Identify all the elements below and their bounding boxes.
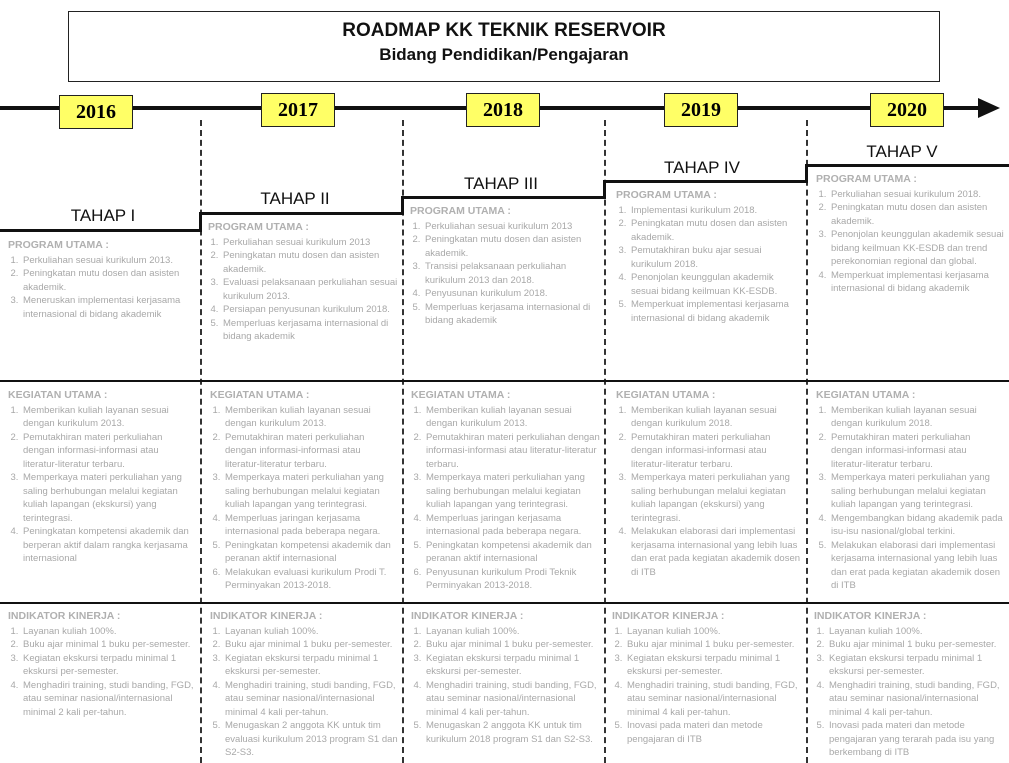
stair-step bbox=[805, 164, 1009, 167]
list-item: 3. Kegiatan ekskursi terpadu minimal 1 ekskursi per-semester. bbox=[625, 652, 802, 679]
list-item: 1. Implementasi kurikulum 2018. bbox=[629, 204, 802, 218]
list-item: 1. Perkuliahan sesuai kurikulum 2018. bbox=[829, 188, 1004, 202]
kegiatan-block-4 bbox=[616, 389, 802, 599]
kegiatan-list bbox=[8, 404, 196, 566]
indikator-title: INDIKATOR KINERJA : bbox=[210, 610, 323, 622]
kegiatan-block-3 bbox=[411, 389, 600, 599]
kegiatan-title: KEGIATAN UTAMA : bbox=[210, 389, 310, 401]
list-item: 4. Menghadiri training, studi banding, FGD, atau seminar nasional/internasional minimal 2 kali per-tahun. bbox=[21, 679, 196, 720]
list-item: 4. Menghadiri training, studi banding, FGD, atau seminar nasional/internasional minimal 4 kali per-tahun. bbox=[827, 679, 1004, 720]
list-item: 3. Kegiatan ekskursi terpadu minimal 1 ekskursi per-semester. bbox=[223, 652, 398, 679]
year-2018: 2018 bbox=[466, 93, 540, 127]
list-item: 5. Inovasi pada materi dan metode pengajaran yang terarah pada isu yang berkembang di ITB bbox=[827, 719, 1004, 760]
kegiatan-list bbox=[411, 404, 600, 593]
indikator-title: INDIKATOR KINERJA : bbox=[8, 610, 121, 622]
list-item: 2. Pemutakhiran materi perkuliahan dengan informasi-informasi atau literatur-literatur terbaru. bbox=[223, 431, 398, 472]
list-item: 3. Penonjolan keunggulan akademik sesuai bidang keilmuan KK-ESDB dan trend perekonomian regional dan global. bbox=[829, 228, 1004, 269]
list-item: 3. Transisi pelaksanaan perkuliahan kurikulum 2013 dan 2018. bbox=[423, 260, 600, 287]
list-item: 5. Menugaskan 2 anggota KK untuk tim evaluasi kurikulum 2013 program S1 dan S2-S3. bbox=[223, 719, 398, 760]
list-item: 1. Memberikan kuliah layanan sesuai dengan kurikulum 2013. bbox=[21, 404, 196, 431]
program-title: PROGRAM UTAMA : bbox=[8, 239, 109, 251]
kegiatan-title: KEGIATAN UTAMA : bbox=[616, 389, 716, 401]
kegiatan-block-2 bbox=[210, 389, 398, 599]
list-item: 4. Penonjolan keunggulan akademik sesuai bidang keilmuan KK-ESDB. bbox=[629, 271, 802, 298]
indikator-list bbox=[210, 625, 398, 760]
list-item: 2. Peningkatan mutu dosen dan asisten akademik. bbox=[21, 267, 196, 294]
list-item: 1. Layanan kuliah 100%. bbox=[625, 625, 802, 639]
section-divider bbox=[0, 380, 1009, 382]
list-item: 1. Layanan kuliah 100%. bbox=[827, 625, 1004, 639]
kegiatan-title: KEGIATAN UTAMA : bbox=[816, 389, 916, 401]
tahap-2-label: TAHAP II bbox=[260, 189, 330, 208]
program-title: PROGRAM UTAMA : bbox=[616, 189, 717, 201]
indikator-list bbox=[411, 625, 600, 747]
column-divider bbox=[806, 120, 808, 763]
list-item: 5. Melakukan elaborasi dari implementasi kerjasama internasional yang lebih luas dan erat pada kegiatan akademik dosen di ITB bbox=[829, 539, 1004, 593]
list-item: 3. Kegiatan ekskursi terpadu minimal 1 ekskursi per-semester. bbox=[827, 652, 1004, 679]
list-item: 2. Buku ajar minimal 1 buku per-semester. bbox=[827, 638, 1004, 652]
list-item: 6. Penyusunan kurikulum Prodi Teknik Perminyakan 2013-2018. bbox=[424, 566, 600, 593]
title-box bbox=[68, 11, 940, 82]
tahap-3-label: TAHAP III bbox=[463, 174, 538, 193]
program-block-5 bbox=[816, 173, 1004, 377]
indikator-list bbox=[814, 625, 1004, 760]
list-item: 6. Melakukan evaluasi kurikulum Prodi T. Perminyakan 2013-2018. bbox=[223, 566, 398, 593]
program-list bbox=[8, 254, 196, 322]
kegiatan-list bbox=[616, 404, 802, 580]
program-block-1 bbox=[8, 239, 196, 377]
year-2019: 2019 bbox=[664, 93, 738, 127]
list-item: 2. Buku ajar minimal 1 buku per-semester. bbox=[223, 638, 398, 652]
kegiatan-list bbox=[816, 404, 1004, 593]
list-item: 3. Memperkaya materi perkuliahan yang saling berhubungan melalui kegiatan kuliah lapangan yang terintegrasi. bbox=[424, 471, 600, 512]
program-title: PROGRAM UTAMA : bbox=[208, 221, 309, 233]
kegiatan-block-5 bbox=[816, 389, 1004, 599]
indikator-list bbox=[8, 625, 196, 720]
kegiatan-list bbox=[210, 404, 398, 593]
list-item: 3. Meneruskan implementasi kerjasama internasional di bidang akademik bbox=[21, 294, 196, 321]
list-item: 1. Perkuliahan sesuai kurikulum 2013 bbox=[423, 220, 600, 234]
indikator-title: INDIKATOR KINERJA : bbox=[411, 610, 524, 622]
list-item: 3. Kegiatan ekskursi terpadu minimal 1 ekskursi per-semester. bbox=[424, 652, 600, 679]
kegiatan-block-1 bbox=[8, 389, 196, 599]
program-list bbox=[410, 220, 600, 328]
indikator-list bbox=[612, 625, 802, 747]
year-2016: 2016 bbox=[59, 95, 133, 129]
list-item: 1. Layanan kuliah 100%. bbox=[223, 625, 398, 639]
list-item: 5. Memperluas kerjasama internasional di bidang akademik bbox=[221, 317, 398, 344]
list-item: 4. Memperkuat implementasi kerjasama internasional di bidang akademik bbox=[829, 269, 1004, 296]
list-item: 4. Penyusunan kurikulum 2018. bbox=[423, 287, 600, 301]
list-item: 3. Memperkaya materi perkuliahan yang saling berhubungan melalui kegiatan kuliah lapangan (ekskursi) yang terintegrasi. bbox=[629, 471, 802, 525]
list-item: 3. Pemutakhiran buku ajar sesuai kurikulum 2018. bbox=[629, 244, 802, 271]
program-block-4 bbox=[616, 189, 802, 377]
list-item: 2. Pemutakhiran materi perkuliahan dengan informasi-informasi atau literatur-literatur terbaru. bbox=[829, 431, 1004, 472]
tahap-4-label: TAHAP IV bbox=[664, 158, 740, 177]
column-divider bbox=[402, 120, 404, 763]
list-item: 5. Peningkatan kompetensi akademik dan peranan aktif internasional bbox=[424, 539, 600, 566]
list-item: 4. Mengembangkan bidang akademik pada isu-isu nasional/global terkini. bbox=[829, 512, 1004, 539]
stair-step bbox=[401, 196, 606, 199]
stair-step bbox=[603, 180, 808, 183]
list-item: 4. Persiapan penyusunan kurikulum 2018. bbox=[221, 303, 398, 317]
list-item: 5. Memperluas kerjasama internasional di bidang akademik bbox=[423, 301, 600, 328]
indikator-block-5 bbox=[814, 610, 1004, 762]
tahap-5-label: TAHAP V bbox=[866, 142, 938, 161]
list-item: 2. Pemutakhiran materi perkuliahan dengan informasi-informasi atau literatur-literatur terbaru. bbox=[21, 431, 196, 472]
program-list bbox=[816, 188, 1004, 296]
list-item: 4. Peningkatan kompetensi akademik dan berperan aktif dalam rangka kerjasama internasional bbox=[21, 525, 196, 566]
list-item: 4. Memperluas jaringan kerjasama internasional pada beberapa negara. bbox=[223, 512, 398, 539]
list-item: 5. Menugaskan 2 anggota KK untuk tim kurikulum 2018 program S1 dan S2-S3. bbox=[424, 719, 600, 746]
list-item: 1. Layanan kuliah 100%. bbox=[21, 625, 196, 639]
list-item: 2. Peningkatan mutu dosen dan asisten akademik. bbox=[221, 249, 398, 276]
program-title: PROGRAM UTAMA : bbox=[816, 173, 917, 185]
list-item: 1. Perkuliahan sesuai kurikulum 2013. bbox=[21, 254, 196, 268]
program-block-2 bbox=[208, 221, 398, 377]
list-item: 3. Memperkaya materi perkuliahan yang saling berhubungan melalui kegiatan kuliah lapangan yang terintegrasi. bbox=[829, 471, 1004, 512]
kegiatan-title: KEGIATAN UTAMA : bbox=[8, 389, 108, 401]
page-title: ROADMAP KK TEKNIK RESERVOIR bbox=[342, 20, 666, 41]
program-list bbox=[616, 204, 802, 326]
indikator-block-3 bbox=[411, 610, 600, 762]
list-item: 5. Memperkuat implementasi kerjasama internasional di bidang akademik bbox=[629, 298, 802, 325]
list-item: 2. Buku ajar minimal 1 buku per-semester. bbox=[424, 638, 600, 652]
indikator-title: INDIKATOR KINERJA : bbox=[814, 610, 927, 622]
year-2017: 2017 bbox=[261, 93, 335, 127]
list-item: 2. Buku ajar minimal 1 buku per-semester. bbox=[625, 638, 802, 652]
indikator-block-2 bbox=[210, 610, 398, 762]
list-item: 4. Melakukan elaborasi dari implementasi kerjasama internasional yang lebih luas dan erat pada kegiatan akademik dosen di ITB bbox=[629, 525, 802, 579]
list-item: 3. Memperkaya materi perkuliahan yang saling berhubungan melalui kegiatan kuliah lapangan (ekskursi) yang terintegrasi. bbox=[21, 471, 196, 525]
list-item: 1. Memberikan kuliah layanan sesuai dengan kurikulum 2018. bbox=[829, 404, 1004, 431]
year-2020: 2020 bbox=[870, 93, 944, 127]
list-item: 4. Memperluas jaringan kerjasama internasional pada beberapa negara. bbox=[424, 512, 600, 539]
list-item: 3. Memperkaya materi perkuliahan yang saling berhubungan melalui kegiatan kuliah lapangan yang terintegrasi. bbox=[223, 471, 398, 512]
list-item: 1. Memberikan kuliah layanan sesuai dengan kurikulum 2013. bbox=[424, 404, 600, 431]
indikator-title: INDIKATOR KINERJA : bbox=[612, 610, 725, 622]
list-item: 2. Peningkatan mutu dosen dan asisten akademik. bbox=[423, 233, 600, 260]
list-item: 2. Peningkatan mutu dosen dan asisten akademik. bbox=[829, 201, 1004, 228]
program-title: PROGRAM UTAMA : bbox=[410, 205, 511, 217]
tahap-1-label: TAHAP I bbox=[70, 206, 136, 225]
list-item: 2. Pemutakhiran materi perkuliahan dengan informasi-informasi atau literatur-literatur terbaru. bbox=[629, 431, 802, 472]
program-list bbox=[208, 236, 398, 344]
list-item: 4. Menghadiri training, studi banding, FGD, atau seminar nasional/internasional minimal 4 kali per-tahun. bbox=[424, 679, 600, 720]
program-block-3 bbox=[410, 205, 600, 377]
list-item: 1. Memberikan kuliah layanan sesuai dengan kurikulum 2018. bbox=[629, 404, 802, 431]
page-subtitle: Bidang Pendidikan/Pengajaran bbox=[379, 45, 629, 64]
indikator-block-1 bbox=[8, 610, 196, 762]
stair-riser bbox=[199, 212, 202, 232]
section-divider bbox=[0, 602, 1009, 604]
list-item: 2. Pemutakhiran materi perkuliahan dengan informasi-informasi atau literatur-literatur terbaru. bbox=[424, 431, 600, 472]
list-item: 2. Buku ajar minimal 1 buku per-semester. bbox=[21, 638, 196, 652]
column-divider bbox=[604, 120, 606, 763]
list-item: 3. Kegiatan ekskursi terpadu minimal 1 ekskursi per-semester. bbox=[21, 652, 196, 679]
list-item: 5. Inovasi pada materi dan metode pengajaran di ITB bbox=[625, 719, 802, 746]
list-item: 1. Memberikan kuliah layanan sesuai dengan kurikulum 2013. bbox=[223, 404, 398, 431]
list-item: 1. Perkuliahan sesuai kurikulum 2013 bbox=[221, 236, 398, 250]
indikator-block-4 bbox=[612, 610, 802, 762]
list-item: 5. Peningkatan kompetensi akademik dan peranan aktif internasional bbox=[223, 539, 398, 566]
list-item: 1. Layanan kuliah 100%. bbox=[424, 625, 600, 639]
kegiatan-title: KEGIATAN UTAMA : bbox=[411, 389, 511, 401]
timeline-arrow-icon bbox=[978, 98, 1000, 118]
list-item: 4. Menghadiri training, studi banding, FGD, atau seminar nasional/internasional minimal 4 kali per-tahun. bbox=[625, 679, 802, 720]
list-item: 3. Evaluasi pelaksanaan perkuliahan sesuai kurikulum 2013. bbox=[221, 276, 398, 303]
stair-step bbox=[199, 212, 404, 215]
stair-step bbox=[0, 229, 201, 232]
list-item: 4. Menghadiri training, studi banding, FGD, atau seminar nasional/internasional minimal 4 kali per-tahun. bbox=[223, 679, 398, 720]
list-item: 2. Peningkatan mutu dosen dan asisten akademik. bbox=[629, 217, 802, 244]
